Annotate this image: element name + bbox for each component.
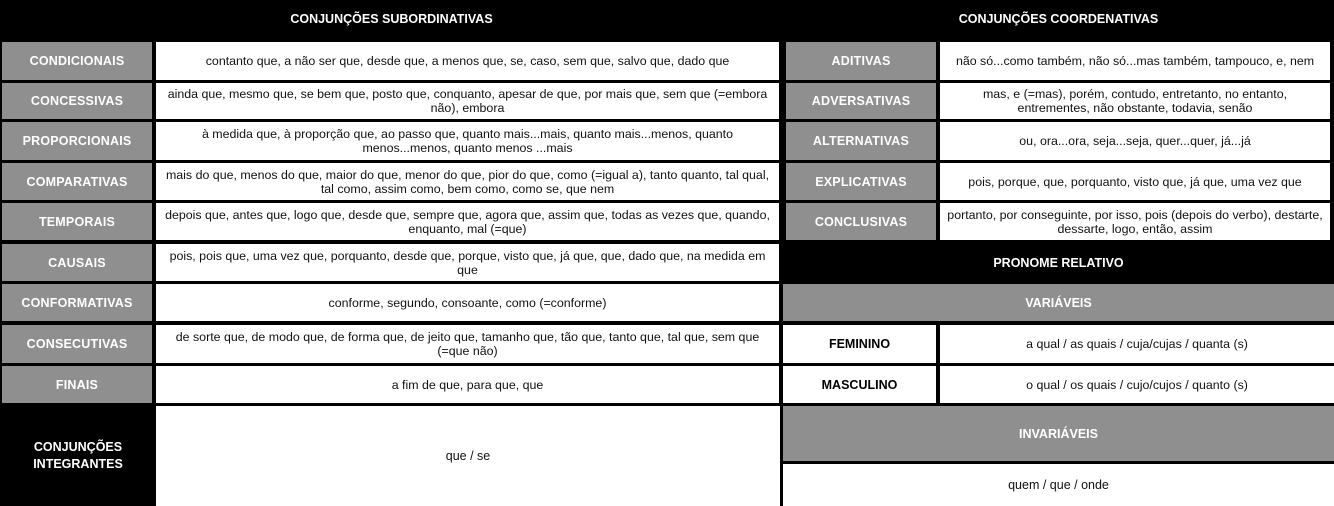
text-explicativas: pois, porque, que, porquanto, visto que, já que, uma vez que: [940, 163, 1330, 200]
label-adversativas: ADVERSATIVAS: [786, 83, 936, 119]
text-conclusivas: portanto, por conseguinte, por isso, pois (depois do verbo), destarte, dessarte, logo, então, assim: [940, 203, 1330, 240]
text-invariaveis: quem / que / onde: [783, 464, 1334, 506]
label-feminino: FEMININO: [783, 325, 936, 363]
label-conformativas: CONFORMATIVAS: [2, 284, 152, 321]
text-consecutivas: de sorte que, de modo que, de forma que, de jeito que, tamanho que, tão que, tanto que, tal que, sem que (=que não): [156, 325, 779, 363]
subordinativas-header: CONJUNÇÕES SUBORDINATIVAS: [0, 0, 783, 38]
invariaveis-header: INVARIÁVEIS: [783, 406, 1334, 461]
text-aditivas: não só...como também, não só...mas também, tampouco, e, nem: [940, 42, 1330, 80]
label-conclusivas: CONCLUSIVAS: [786, 203, 936, 240]
text-proporcionais: à medida que, à proporção que, ao passo que, quanto mais...mais, quanto mais...menos, quanto menos...menos, quanto menos ...mais: [156, 122, 779, 160]
text-integrantes: que / se: [156, 406, 780, 506]
text-alternativas: ou, ora...ora, seja...seja, quer...quer, já...já: [940, 122, 1330, 160]
label-alternativas: ALTERNATIVAS: [786, 122, 936, 160]
text-causais: pois, pois que, uma vez que, porquanto, desde que, porque, visto que, já que, que, dado que, na medida em que: [156, 244, 779, 281]
label-comparativas: COMPARATIVAS: [2, 163, 152, 200]
text-temporais: depois que, antes que, logo que, desde que, sempre que, agora que, assim que, todas as vezes que, quando, enquanto, mal (=que): [156, 203, 779, 240]
label-causais: CAUSAIS: [2, 244, 152, 281]
label-temporais: TEMPORAIS: [2, 203, 152, 240]
variaveis-header: VARIÁVEIS: [783, 284, 1334, 321]
text-masculino: o qual / os quais / cujo/cujos / quanto (s): [940, 366, 1334, 403]
text-adversativas: mas, e (=mas), porém, contudo, entretanto, no entanto, entrementes, não obstante, todavia, senão: [940, 83, 1330, 119]
coordenativas-header: CONJUNÇÕES COORDENATIVAS: [783, 0, 1334, 38]
text-comparativas: mais do que, menos do que, maior do que, menor do que, pior do que, como (=igual a), tanto quanto, tal qual, tal como, assim como, bem como, como se, que nem: [156, 163, 779, 200]
label-explicativas: EXPLICATIVAS: [786, 163, 936, 200]
pronome-header: PRONOME RELATIVO: [783, 244, 1334, 281]
label-consecutivas: CONSECUTIVAS: [2, 325, 152, 363]
label-condicionais: CONDICIONAIS: [2, 42, 152, 80]
text-concessivas: ainda que, mesmo que, se bem que, posto que, conquanto, apesar de que, por mais que, sem que (=embora não), embora: [156, 83, 779, 119]
label-masculino: MASCULINO: [783, 366, 936, 403]
text-condicionais: contanto que, a não ser que, desde que, a menos que, se, caso, sem que, salvo que, dado que: [156, 42, 779, 80]
text-conformativas: conforme, segundo, consoante, como (=conforme): [156, 284, 779, 321]
text-feminino: a qual / as quais / cuja/cujas / quanta (s): [940, 325, 1334, 363]
label-integrantes: CONJUNÇÕES INTEGRANTES: [0, 406, 156, 506]
label-proporcionais: PROPORCIONAIS: [2, 122, 152, 160]
label-finais: FINAIS: [2, 366, 152, 403]
text-finais: a fim de que, para que, que: [156, 366, 779, 403]
label-aditivas: ADITIVAS: [786, 42, 936, 80]
label-concessivas: CONCESSIVAS: [2, 83, 152, 119]
